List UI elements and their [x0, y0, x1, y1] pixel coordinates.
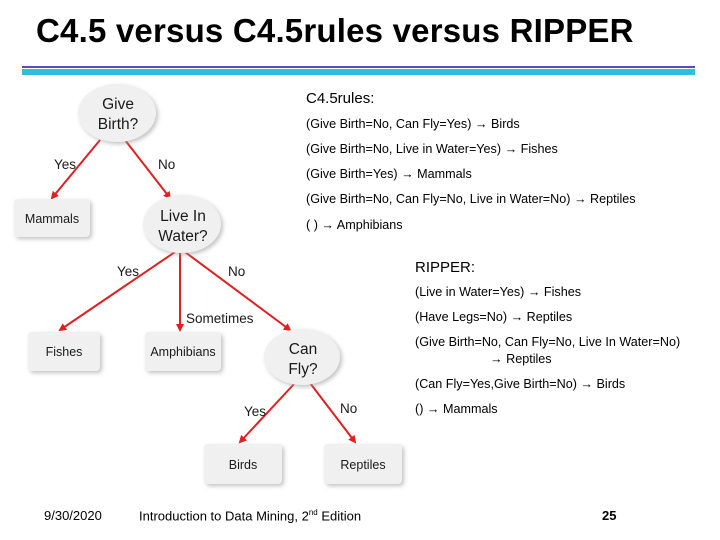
c45rule-item	[306, 167, 472, 181]
edge-label-no-3: No	[340, 401, 358, 416]
rule-class: Amphibians	[336, 218, 403, 232]
node-give-birth-line2: Birth?	[97, 116, 139, 133]
leaf-reptiles	[324, 444, 402, 484]
leaf-fishes	[28, 332, 100, 371]
footer-page-number: 25	[602, 508, 617, 523]
arrow-icon: →	[510, 310, 524, 324]
arrow-icon: →	[580, 377, 594, 391]
node-give-birth	[78, 84, 156, 142]
leaf-fishes-label: Fishes	[45, 345, 83, 359]
leaf-reptiles-label: Reptiles	[340, 458, 386, 472]
ripper-rule-item	[415, 377, 625, 391]
rule-condition: (Live in Water=Yes)	[415, 285, 525, 299]
ripper-rule-item	[415, 335, 680, 349]
edge-label-yes-1: Yes	[54, 157, 77, 172]
ripper-heading: RIPPER:	[415, 259, 476, 276]
footer-book-sup: nd	[308, 508, 318, 517]
c45rule-item	[306, 192, 636, 206]
node-live-in-water	[143, 195, 221, 253]
ripper-rule-item	[415, 285, 581, 299]
rule-condition: (Give Birth=No, Can Fly=No, Live in Water=No)	[306, 192, 571, 206]
ripper-rule-item	[415, 402, 498, 416]
node-can-fly-line2: Fly?	[288, 361, 318, 378]
c45rules-heading: C4.5rules:	[306, 90, 375, 107]
rule-class: Mammals	[417, 167, 472, 181]
arrow-icon: →	[527, 285, 541, 299]
leaf-mammals-label: Mammals	[24, 212, 80, 226]
footer-date: 9/30/2020	[44, 508, 102, 523]
rule-class: Mammals	[442, 402, 498, 416]
rule-condition: (Have Legs=No)	[415, 310, 508, 324]
rule-class: Fishes	[543, 285, 581, 299]
rule-class: Birds	[596, 377, 626, 391]
footer-book-title	[139, 508, 361, 523]
rule-condition: (Give Birth=No, Live in Water=Yes)	[306, 142, 502, 156]
rule-class: Reptiles	[526, 310, 573, 324]
arrow-icon: →	[504, 142, 518, 156]
leaf-mammals	[14, 199, 90, 237]
rule-class: Fishes	[520, 142, 558, 156]
rule-condition: (Can Fly=Yes,Give Birth=No)	[415, 377, 577, 391]
c45rule-item	[306, 142, 558, 156]
rule-class: Birds	[491, 117, 520, 131]
arrow-icon: →	[490, 352, 503, 366]
rule-class: Reptiles	[590, 192, 636, 206]
c45rule-item	[306, 218, 403, 232]
leaf-amphibians	[145, 332, 221, 371]
arrow-icon: →	[426, 402, 440, 416]
ripper-rule-item	[415, 310, 572, 324]
edge-label-yes-2: Yes	[117, 264, 140, 279]
node-can-fly	[264, 329, 340, 385]
rule-class: Reptiles	[506, 352, 552, 366]
leaf-birds-label: Birds	[228, 458, 258, 472]
edge-label-yes-3: Yes	[244, 404, 267, 419]
arrow-icon: →	[321, 218, 334, 232]
node-live-in-water-line2: Water?	[158, 228, 208, 245]
edge-label-sometimes: Sometimes	[186, 311, 254, 326]
rule-condition: (Give Birth=Yes)	[306, 167, 398, 181]
rule-condition: ( )	[306, 218, 318, 232]
footer-book-suffix: Edition	[317, 508, 362, 524]
ripper-rule-item-continuation	[490, 352, 552, 366]
slide-title: C4.5 versus C4.5rules versus RIPPER	[36, 12, 634, 49]
leaf-birds	[204, 444, 282, 484]
footer-book-prefix: Introduction to Data Mining, 2	[139, 508, 309, 524]
node-give-birth-line1: Give	[102, 96, 134, 113]
leaf-amphibians-label: Amphibians	[150, 345, 216, 359]
rule-condition: (Give Birth=No, Can Fly=Yes)	[306, 117, 472, 131]
edge-label-no-1: No	[158, 157, 176, 172]
c45rule-item	[306, 117, 520, 131]
rule-condition: (Give Birth=No, Can Fly=No, Live In Water=No)	[415, 335, 681, 349]
node-can-fly-line1: Can	[288, 341, 318, 358]
rule-condition: ()	[415, 402, 424, 416]
node-live-in-water-line1: Live In	[160, 208, 206, 225]
arrow-icon: →	[474, 117, 488, 131]
edge-label-no-2: No	[228, 264, 246, 279]
arrow-icon: →	[401, 167, 414, 181]
arrow-icon: →	[573, 192, 587, 206]
